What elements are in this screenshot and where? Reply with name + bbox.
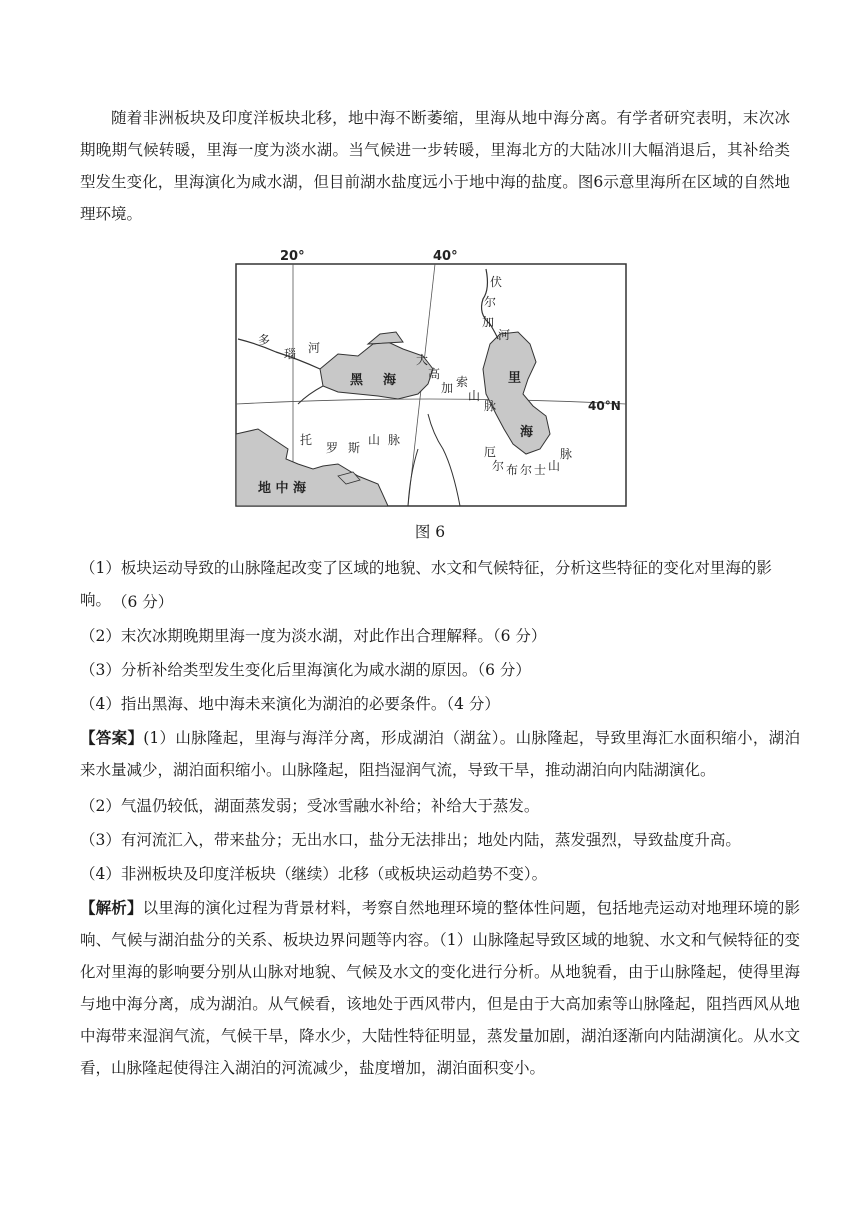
label-40n: 40°N — [588, 399, 621, 413]
label-shan3: 山 — [548, 459, 561, 473]
answer-tag: 【答案】 — [80, 728, 144, 747]
label-er1: 尔 — [484, 295, 497, 309]
label-40: 40° — [433, 249, 458, 264]
question-2: （2）末次冰期晚期里海一度为淡水湖，对此作出合理解释。（6 分） — [80, 627, 547, 645]
analysis-tag: 【解析】 — [80, 898, 143, 917]
label-fu: 伏 — [490, 275, 503, 289]
label-gao: 高 — [428, 367, 441, 381]
label-mai1: 脉 — [484, 399, 497, 413]
label-bu: 布 — [506, 463, 519, 477]
answer-4: （4）非洲板块及印度洋板块（继续）北移（或板块运动趋势不变）。 — [80, 865, 548, 883]
label-luo: 罗 — [326, 441, 339, 455]
map-svg — [228, 244, 632, 510]
label-mai2: 脉 — [388, 433, 401, 447]
label-jia: 加 — [441, 381, 454, 395]
answer-1 — [80, 722, 800, 786]
label-jia2: 加 — [482, 315, 495, 329]
question-1-score: （6 分） — [112, 593, 174, 611]
question-4: （4）指出黑海、地中海未来演化为湖泊的必要条件。（4 分） — [80, 695, 500, 713]
label-duo: 多 — [258, 333, 271, 347]
label-nao: 瑙 — [284, 347, 297, 361]
label-er3: 尔 — [520, 463, 533, 477]
analysis-paragraph — [80, 892, 800, 1084]
label-hai1: 海 — [383, 373, 397, 388]
intro-paragraph: 随着非洲板块及印度洋板块北移，地中海不断萎缩，里海从地中海分离。有学者研究表明，末次冰期晚期气候转暖，里海一度为淡水湖。当气候进一步转暖，里海北方的大陆冰川大幅消退后，其补给类型发生变化，里海演化为咸水湖，但目前湖水盐度远小于地中海的盐度。图6示意里海所在区域的自然地理环境。 — [80, 109, 790, 223]
figure-caption: 图 6 — [414, 523, 446, 541]
label-hei: 黑 — [350, 373, 364, 388]
label-20: 20° — [280, 249, 305, 264]
label-mai3: 脉 — [560, 447, 573, 461]
label-he1: 河 — [308, 341, 321, 355]
question-1: （1）板块运动导致的山脉隆起改变了区域的地貌、水文和气候特征，分析这些特征的变化对里海的影响。 — [80, 559, 772, 609]
label-he2: 河 — [498, 328, 511, 342]
label-shan1: 山 — [468, 389, 481, 403]
answer-1-text: (1）山脉隆起，里海与海洋分离，形成湖泊（湖盆）。山脉隆起，导致里海汇水面积缩小，湖泊来水量减少，湖泊面积缩小。山脉隆起，阻挡湿润气流，导致干旱，推动湖泊向内陆湖演化。 — [80, 729, 800, 779]
label-da: 大 — [416, 353, 429, 367]
label-tuo: 托 — [300, 433, 313, 447]
label-mediterranean: 地 中 海 — [258, 481, 307, 496]
question-3: （3）分析补给类型发生变化后里海演化为咸水湖的原因。（6 分） — [80, 661, 531, 679]
label-shan2: 山 — [368, 433, 381, 447]
label-er2: 尔 — [492, 459, 505, 473]
answer-3: （3）有河流汇入，带来盐分；无出水口，盐分无法排出；地处内陆，蒸发强烈，导致盐度升高。 — [80, 831, 741, 849]
figure-6-map — [228, 244, 632, 510]
label-hai2: 海 — [520, 425, 534, 440]
label-e: 厄 — [484, 445, 497, 459]
analysis-text: 以里海的演化过程为背景材料，考察自然地理环境的整体性问题，包括地壳运动对地理环境的影响、气候与湖泊盐分的关系、板块边界问题等内容。（1）山脉隆起导致区域的地貌、水文和气候特征的变化对里海的影响要分别从山脉对地貌、气候及水文的变化进行分析。从地貌看，由于山脉隆起，使得里海与地中海分离，成为湖泊。从气候看，该地处于西风带内，但是由于大高加索等山脉隆起，阻挡西风从地中海带来湿润气流，气候干旱，降水少，大陆性特征明显，蒸发量加剧，湖泊逐渐向内陆湖演化。从水文看，山脉隆起使得注入湖泊的河流减少，盐度增加，湖泊面积变小。 — [80, 899, 800, 1077]
label-li: 里 — [508, 371, 522, 386]
label-suo: 索 — [456, 375, 469, 389]
label-shi: 士 — [534, 463, 547, 477]
label-si: 斯 — [348, 441, 361, 455]
answer-2: （2）气温仍较低，湖面蒸发弱；受冰雪融水补给；补给大于蒸发。 — [80, 797, 540, 815]
